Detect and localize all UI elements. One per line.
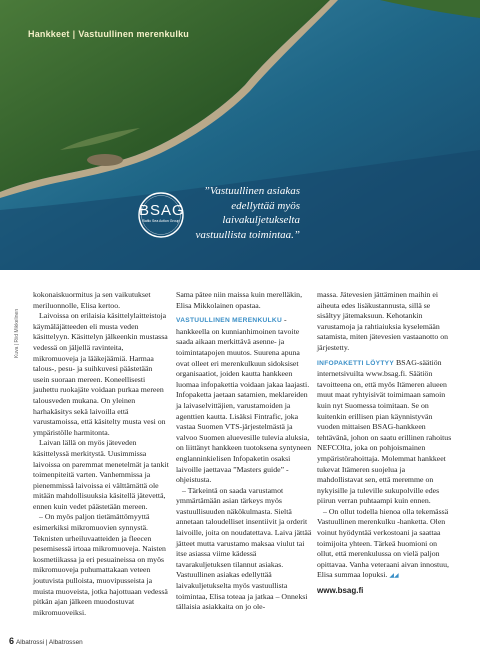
paragraph-text: – On ollut todella hienoa olla tekemässä Vastuullinen merenkulku -hanketta. Olen voinut hyödyntää verkostoani ja saattaa toimijoita yhteen. Tärkeä huomioni on ollut, että merenkulussa on vielä paljon opittavaa. Vanha veteraani aivan innostuu, Elisa summaa lopuksi. [317, 506, 449, 580]
page-footer [9, 636, 83, 646]
article-column-1 [33, 290, 170, 618]
paragraph-text: BSAG-säätiön internetsivuilta www.bsag.fi. Säätiön tavoitteena on, että myös Itämeren alueen muut maat ryhtyisivät toimimaan samoin kuin nyt Suomessa toimitaan. Se on kuitenkin erillisen pian käynnistyvän vuoden mittaisen BSAG-hankkeen tehtävänä, johon on saatu erillinen rahoitus NEFCOlta, joka on pohjoismainen ympäristörahoittaja. Molemmat hankkeet tukevat Itämeren suojelua ja mahdollistavat sen, että meremme on nykyisille ja tuleville sukupolville edes piirun verran puhtaampi kuin ennen. [317, 357, 452, 506]
paragraph: kokonaiskuormitus ja sen vaikutukset meriluonnolle, Elisa kertoo. [33, 290, 151, 310]
lead-in-vastuullinen-merenkulku: VASTUULLINEN MERENKULKU [176, 317, 283, 325]
breadcrumb-separator: | [72, 29, 76, 39]
paragraph: – On myös paljon tietämättömyyttä esimerkiksi mikromuovien synnystä. Teknisten urheiluvaatteiden ja fleecen pesemisessä irtoaa mikromuoveja. Naisten kosmetiikassa ja eri pesuaineissa on myös mikromuoveja puhumattakaan veteen joutuvista pulloista, muovipusseista ja muista muoveista, jotka hajottuaan vedessä pitkän ajan jälkeen muodostuvat mikromuoveiksi. [33, 512, 168, 617]
paragraph: Laivoissa on erilaisia käsittelylaitteistoja käymäläjätteeden eli musta veden käsittelyyn. Käsittelyn jälkeenkin mustassa vedessä on jäljellä ravinteita, mikromuoveja ja lääkejäämiä. Harmaa talous-, pesu- ja suihkuvesi päästetään usein suoraan mereen. Koneellisesti jauhettu ruokajäte voidaan purkaa mereen talousveden mukana. On yleinen harhakäsitys sekä laivoilla että varustamoissa, että käsitelty musta vesi on ympäristölle harmitonta. [33, 311, 168, 437]
bsag-logo-text: BSAG [139, 202, 185, 219]
page-number: 6 [9, 636, 15, 646]
paragraph: Laivan lällä on myös jäteveden käsittelyssä merkitystä. Uusimmissa laivoissa on paremmat menetelmät ja tankit toimenpiteitä varten. Vanhemmissa ja pienemmissä laivoissa ei välttämättä ole mitään mahdollisuuksia käsitellä jätevettä, ennen kuin vedet päästetään mereen. [33, 438, 169, 511]
publication-name: Albatrossi | Albatrossen [16, 639, 83, 646]
paragraph [317, 507, 452, 582]
breadcrumb [28, 29, 189, 39]
paragraph: massa. Jätevesien jättäminen maihin ei aiheuta edes lisäkustannusta, sillä se sisältyy jätemaksuun. Kehotankin varustamoja ja rahtiaiuksia kyselemään satamista, miten jätevesien vastaanotto on järjestetty. [317, 290, 448, 352]
pull-quote: ”Vastuullinen asiakas edellyttää myös laivakuljetukselta vastuullista toimintaa.” [195, 185, 300, 241]
paragraph: Sama pätee niin maissa kuin merelläkin, Elisa Mikkolainen opastaa. [176, 290, 303, 310]
photo-credit [14, 298, 22, 358]
photo-credit-text: Kuva | Riid Mikkelinen [14, 308, 20, 358]
end-mark-icon: ◢◢ [389, 573, 399, 580]
paragraph-with-lead [176, 315, 313, 486]
lead-in-infopaketti: INFOPAKETTI LÖYTYY [317, 359, 395, 367]
article-column-2 [176, 290, 313, 613]
breadcrumb-topic[interactable]: Vastuullinen merenkulku [78, 29, 189, 39]
breadcrumb-section[interactable]: Hankkeet [28, 29, 70, 39]
article-column-3 [317, 290, 452, 597]
paragraph-with-lead [317, 358, 452, 507]
paragraph-text: -hankkeella on kunnianhimoinen tavoite saada aikaan merkittävä asenne- ja toimintatapojen muutos. Suurena apuna ovat olleet eri merenkulkuun sidoksiset organisaatiot, joiden kautta hankkeen luomaa infopakettia voidaan jakaa laajasti. Infopaketta jaetaan satamien, meklareiden ja laivaselvittäjien, varustamoiden ja agenttien kautta. Lisäksi Fintrafic, joka vastaa Suomen VTS-järjestelmästä ja valvoo Suomen aluevesille tulevia aluksia, on liittänyt hankkeen tuotoksena syntyneen englanninkielisen Infopaketin osaksi laivoille jaettavaa ”Masters guide” -ohjeistusta. [176, 315, 312, 485]
bsag-logo-subtext: Baltic Sea Action Group [142, 219, 180, 223]
paragraph: – Tärkeintä on saada varustamot ymmärtämään asian tärkeys myös vastuullisuuden näkökulmasta. Sieltä annetaan taloudelliset insentiivit ja orderit laivoille, joita on noudatettava. Laiva jättää jätteet mutta varustamo maksaa viulut tai itse asiassa viime kädessä tavarakuljetuksen tilannut asiakas. Vastuullinen asiakas edellyttää laivakuljetukselta myös vastuullista toimintaa, Elisa toteaa ja jatkaa – Onneksi tällaisia asiakkaita on jo ole- [176, 485, 312, 612]
bsag-website-link[interactable]: www.bsag.fi [317, 586, 364, 596]
